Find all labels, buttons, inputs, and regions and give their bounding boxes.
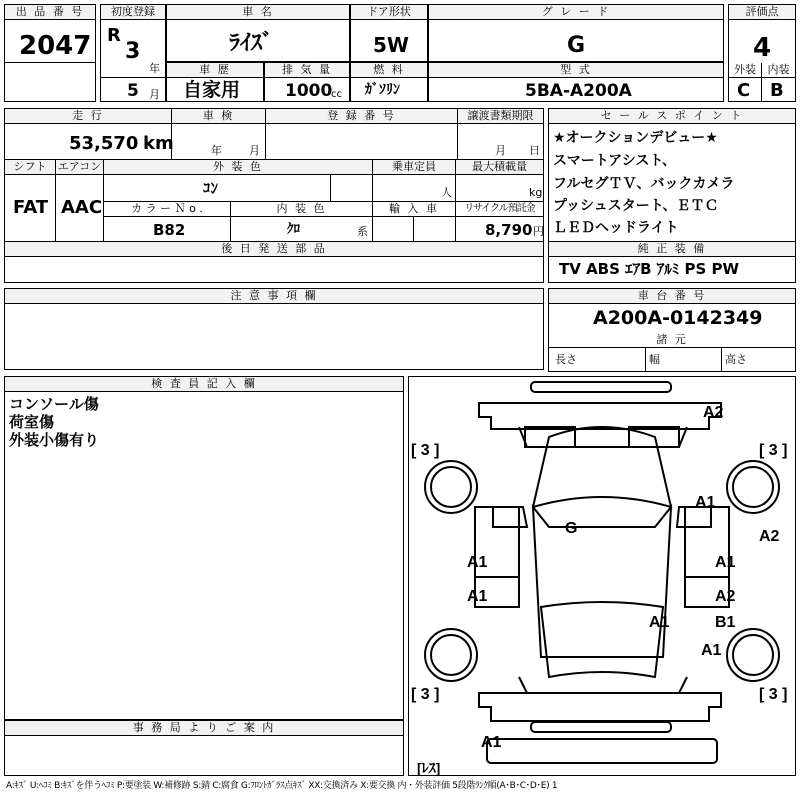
sales-points-label: セ ー ル ス ポ イ ン ト xyxy=(549,109,795,124)
displacement-value: 1000 xyxy=(285,81,333,101)
model-value: 5BA-A200A xyxy=(525,81,632,101)
office-label: 事 務 局 よ り ご 案 内 xyxy=(5,721,403,736)
inspector-line: 荷室傷 xyxy=(9,413,55,431)
color-no-value: B82 xyxy=(153,221,186,239)
history-value: 自家用 xyxy=(183,79,241,101)
lot-number: 2047 xyxy=(19,31,92,61)
car-outline-diagram xyxy=(409,377,795,775)
damage-diagram-box xyxy=(408,376,796,776)
recycle-value: 8,790 xyxy=(485,221,533,239)
score-box xyxy=(728,4,796,102)
mileage-value: 53,570 xyxy=(69,133,139,154)
year-value: 3 xyxy=(125,39,141,64)
sales-point-line: プッシュスタート、ＥＴＣ xyxy=(553,198,719,214)
car-name: ﾗｲｽﾞ xyxy=(229,31,274,56)
damage-mark: A2 xyxy=(759,528,780,545)
grade-label: グ レ ー ド xyxy=(429,5,723,20)
recycle-unit: 円 xyxy=(533,225,544,238)
vehicle-details-box xyxy=(4,108,544,242)
inspector-line: コンソール傷 xyxy=(9,395,99,413)
import-label: 輸 入 車 xyxy=(373,202,455,217)
corner-mark: [ 3 ] xyxy=(411,442,440,459)
mileage-unit: km xyxy=(143,133,174,154)
first-reg-label: 初度登録 xyxy=(101,5,165,20)
damage-mark: A1 xyxy=(467,554,488,571)
displacement-label: 排 気 量 xyxy=(265,63,349,78)
height-label: 高さ xyxy=(725,353,747,366)
door-label: ドア形状 xyxy=(351,5,427,20)
color-no-label: カ ラ ー Ｎ o . xyxy=(104,202,230,217)
damage-mark: A1 xyxy=(695,494,716,511)
damage-mark: A1 xyxy=(715,554,736,571)
corner-mark: [ 3 ] xyxy=(759,686,788,703)
fuel-box xyxy=(350,62,428,102)
ac-label: エアコン xyxy=(57,160,102,173)
sales-points-box xyxy=(548,108,796,242)
inspection-year-unit: 年 xyxy=(211,144,222,157)
damage-mark: A1 xyxy=(481,734,502,751)
month-unit: 月 xyxy=(149,88,160,101)
month-value: 5 xyxy=(127,81,139,101)
exterior-label: 外装 xyxy=(729,63,761,78)
fuel-value: ｶﾞｿﾘﾝ xyxy=(365,82,400,98)
office-box xyxy=(4,720,404,776)
equipment-items: TV ABS ｴｱB ｱﾙﾐ PS PW xyxy=(559,260,740,278)
fuel-label: 燃 料 xyxy=(351,63,427,78)
chassis-label: 車 台 番 号 xyxy=(549,289,795,304)
recycle-label: リサイクル預託金 xyxy=(456,202,543,217)
era: R xyxy=(107,25,121,46)
first-registration-box xyxy=(100,4,166,102)
sales-point-line: スマートアシスト、 xyxy=(553,153,677,169)
lot-number-label: 出 品 番 号 xyxy=(5,5,95,20)
history-box xyxy=(166,62,264,102)
transfer-label: 譲渡書類期限 xyxy=(458,109,543,124)
width-label: 幅 xyxy=(649,353,660,366)
equipment-box xyxy=(548,241,796,283)
length-label: 長さ xyxy=(555,353,577,366)
specs-label: 諸 元 xyxy=(549,333,795,348)
year-unit: 年 xyxy=(149,62,160,75)
inspector-label: 検 査 員 記 入 欄 xyxy=(5,377,403,392)
int-color-unit: 系 xyxy=(357,225,368,238)
capacity-unit: 人 xyxy=(441,186,452,199)
model-box xyxy=(428,62,724,102)
chassis-box xyxy=(548,288,796,372)
ext-color-label: 外 装 色 xyxy=(104,160,372,175)
less-mark: [ﾚｽ] xyxy=(417,760,441,775)
damage-mark: B1 xyxy=(715,614,736,631)
history-label: 車 歴 xyxy=(167,63,263,78)
equipment-label: 純 正 装 備 xyxy=(549,242,795,257)
interior-value: B xyxy=(770,80,784,101)
car-name-box xyxy=(166,4,350,62)
mileage-label: 走 行 xyxy=(5,109,171,124)
notes-label: 注 意 事 項 欄 xyxy=(5,289,543,304)
displacement-box xyxy=(264,62,350,102)
shift-label: シフト xyxy=(5,160,55,175)
sales-point-line: ★オークションデビュー★ xyxy=(553,130,718,146)
damage-mark: A2 xyxy=(703,404,724,421)
car-name-label: 車 名 xyxy=(167,5,349,20)
transfer-month-unit: 月 xyxy=(495,144,506,157)
ext-color-value: ｺﾝ xyxy=(203,179,219,197)
max-load-unit: kg xyxy=(529,186,543,199)
door-value: 5W xyxy=(373,33,409,57)
inspector-line: 外装小傷有り xyxy=(9,431,100,449)
notes-box xyxy=(4,288,544,370)
max-load-label: 最大積載量 xyxy=(456,160,543,175)
ac-value: AAC xyxy=(61,197,103,218)
lot-number-box xyxy=(4,4,96,102)
later-parts-label: 後 日 発 送 部 品 xyxy=(5,242,543,257)
chassis-number: A200A-0142349 xyxy=(593,307,763,329)
capacity-label: 乗車定員 xyxy=(373,160,455,175)
inspection-label: 車 検 xyxy=(172,109,265,124)
interior-label: 内装 xyxy=(762,63,795,78)
int-color-label: 内 装 色 xyxy=(231,202,372,217)
reg-number-label: 登 録 番 号 xyxy=(266,109,457,124)
corner-mark: [ 3 ] xyxy=(759,442,788,459)
damage-mark: A1 xyxy=(649,614,670,631)
grade-box xyxy=(428,4,724,62)
sales-point-line: ＬＥＤヘッドライト xyxy=(553,220,679,236)
damage-mark: A1 xyxy=(701,642,722,659)
transfer-day-unit: 日 xyxy=(529,144,540,157)
door-box xyxy=(350,4,428,62)
inspection-month-unit: 月 xyxy=(249,144,260,157)
damage-mark: A2 xyxy=(715,588,736,605)
damage-mark: A1 xyxy=(467,588,488,605)
shift-value: FAT xyxy=(13,197,49,218)
damage-mark: G xyxy=(565,520,578,537)
score-label: 評価点 xyxy=(729,5,795,20)
model-label: 型 式 xyxy=(429,63,723,78)
later-parts-box xyxy=(4,241,544,283)
int-color-value: ｸﾛ xyxy=(287,222,300,237)
displacement-unit: cc xyxy=(331,89,342,100)
inspector-box xyxy=(4,376,404,720)
corner-mark: [ 3 ] xyxy=(411,686,440,703)
legend-text: A:ｷｽﾞ U:ﾍｺﾐ B:ｷｽﾞを伴うﾍｺﾐ P:要塗装 W:補修跡 S:錆 C:腐食 G:ﾌﾛﾝﾄｶﾞﾗｽ点ｷｽﾞ XX:交換済み X:要交換 内・外装評価 5段階ﾗﾝｸ順(A･B･C･D･E) 1 xyxy=(6,781,558,791)
exterior-value: C xyxy=(737,80,751,101)
sales-point-line: フルセグＴＶ、バックカメラ xyxy=(553,176,735,192)
score-value: 4 xyxy=(753,33,772,63)
grade-value: G xyxy=(567,33,586,58)
